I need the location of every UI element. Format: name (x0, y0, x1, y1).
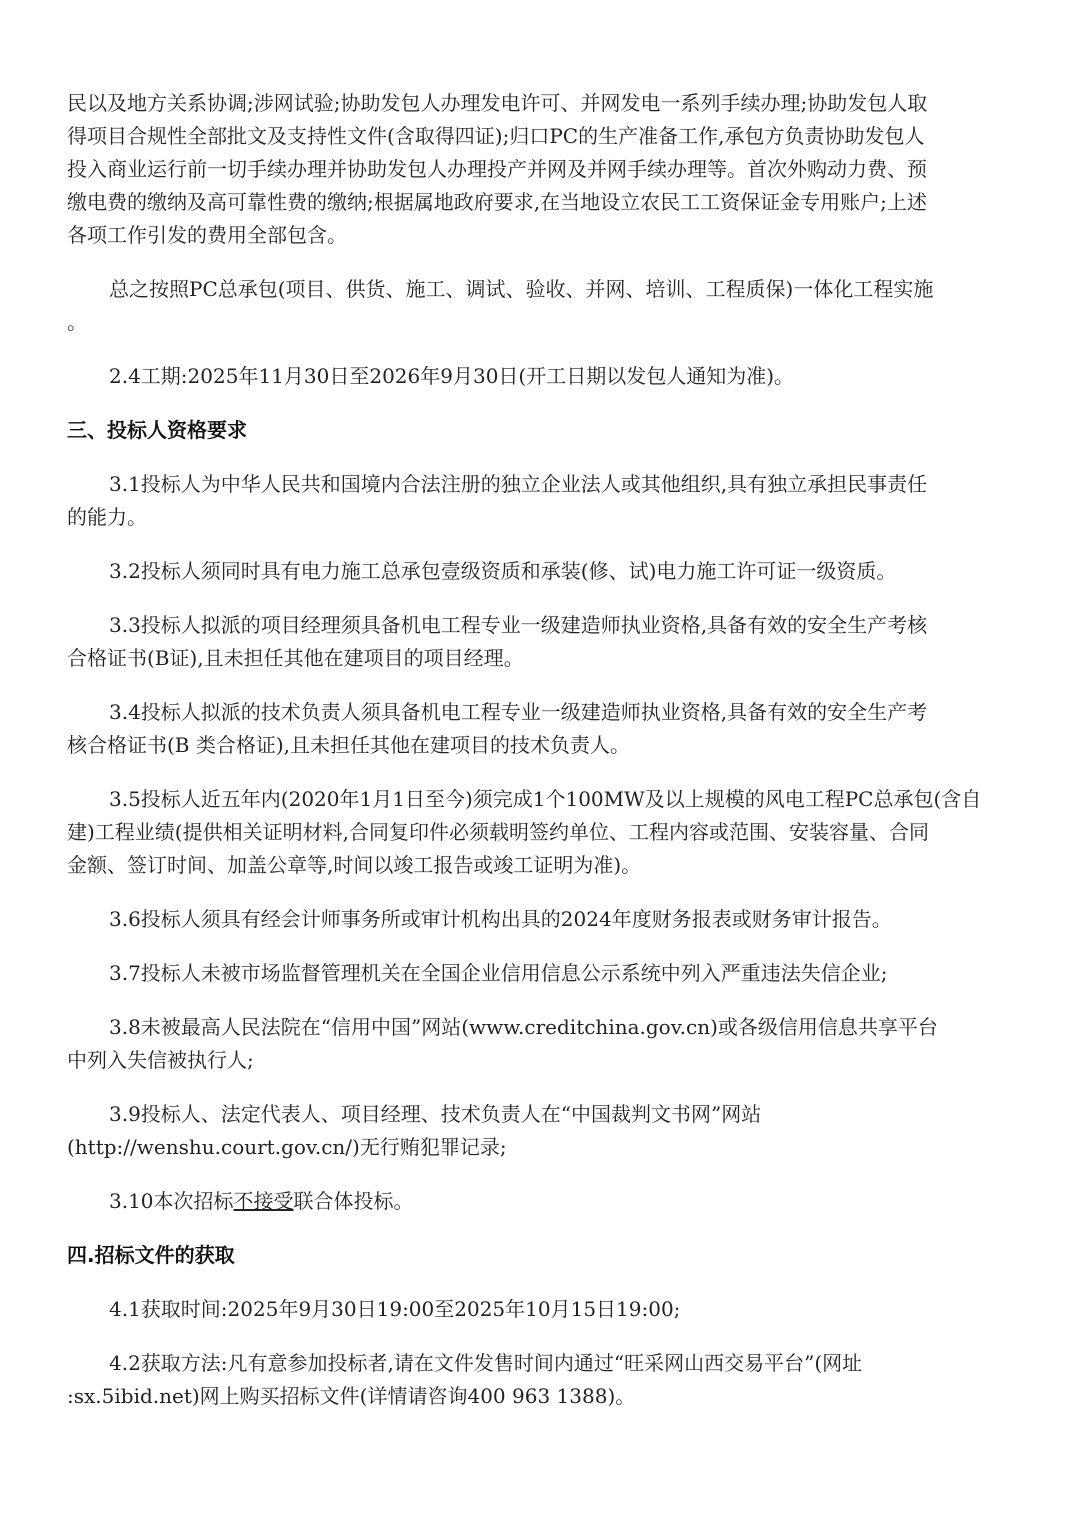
paragraph-line: 3.8未被最高人民法院在“信用中国”网站(www.creditchina.gov.cn)或各级信用信息共享平台 (109, 1015, 938, 1039)
paragraph-line: 中列入失信被执行人; (67, 1048, 254, 1072)
paragraph-line: 得项目合规性全部批文及支持性文件(含取得四证);归口PC的生产准备工作,承包方负责协助发包人 (67, 124, 925, 148)
scope-section (67, 87, 1017, 393)
paragraph-line: 合格证书(B证),且未担任其他在建项目的项目经理。 (67, 646, 524, 670)
paragraph-line: :sx.5ibid.net)网上购买招标文件(详情请咨询400 963 1388)。 (67, 1384, 636, 1408)
text-run: 联合体投标。 (293, 1189, 414, 1213)
paragraph (67, 87, 1017, 252)
paragraph (67, 360, 1017, 393)
paragraph-line: 4.1获取时间:2025年9月30日19:00至2025年10月15日19:00; (109, 1297, 681, 1321)
paragraph-line: 各项工作引发的费用全部包含。 (67, 223, 347, 247)
document-body (67, 87, 1017, 1434)
underlined-text: 不接受 (233, 1189, 294, 1213)
paragraph-line: 3.4投标人拟派的技术负责人须具备机电工程专业一级建造师执业资格,具备有效的安全生产考 (109, 700, 928, 724)
paragraph-line: 总之按照PC总承包(项目、供货、施工、调试、验收、并网、培训、工程质保)一体化工程实施 (109, 277, 934, 301)
paragraph-line: 3.7投标人未被市场监督管理机关在全国企业信用信息公示系统中列入严重违法失信企业; (109, 961, 888, 985)
paragraph-line: 的能力。 (67, 505, 147, 529)
paragraph (67, 273, 1017, 339)
paragraph-line: 缴电费的缴纳及高可靠性费的缴纳;根据属地政府要求,在当地设立农民工工资保证金专用账户;上述 (67, 190, 927, 214)
paragraph-line: 。 (67, 310, 87, 334)
paragraph-line: 3.5投标人近五年内(2020年1月1日至今)须完成1个100MW及以上规模的风电工程PC总承包(含自 (109, 787, 982, 811)
paragraph (67, 1347, 1017, 1413)
paragraph (67, 1293, 1017, 1326)
paragraph-line: 3.2投标人须同时具有电力施工总承包壹级资质和承装(修、试)电力施工许可证一级资质。 (109, 559, 897, 583)
paragraph (67, 468, 1017, 534)
paragraph (67, 783, 1017, 882)
paragraph-line: 民以及地方关系协调;涉网试验;协助发包人办理发电许可、并网发电一系列手续办理;协助发包人取 (67, 91, 928, 115)
section-4-body (67, 1293, 1017, 1413)
paragraph-line: 金额、签订时间、加盖公章等,时间以竣工报告或竣工证明为准)。 (67, 853, 642, 877)
paragraph-3-10 (67, 1185, 1017, 1218)
paragraph-line: 4.2获取方法:凡有意参加投标者,请在文件发售时间内通过“旺采网山西交易平台”(网址 (109, 1351, 863, 1375)
section-3-heading: 三、投标人资格要求 (67, 418, 247, 442)
paragraph-line (67, 1185, 1017, 1218)
paragraph-line: 3.9投标人、法定代表人、项目经理、技术负责人在“中国裁判文书网”网站 (109, 1102, 762, 1126)
paragraph (67, 957, 1017, 990)
paragraph (67, 555, 1017, 588)
paragraph-line: 核合格证书(B 类合格证),且未担任其他在建项目的技术负责人。 (67, 733, 631, 757)
paragraph (67, 696, 1017, 762)
section-3-body (67, 468, 1017, 1164)
paragraph-line: 投入商业运行前一切手续办理并协助发包人办理投产并网及并网手续办理等。首次外购动力费、预 (67, 157, 927, 181)
text-run: 3.10本次招标 (109, 1189, 234, 1213)
paragraph-line: 建)工程业绩(提供相关证明材料,合同复印件必须载明签约单位、工程内容或范围、安装容量、合同 (67, 820, 929, 844)
paragraph (67, 1011, 1017, 1077)
paragraph-line: (http://wenshu.court.gov.cn/)无行贿犯罪记录; (67, 1135, 507, 1159)
paragraph (67, 1098, 1017, 1164)
paragraph-line: 3.1投标人为中华人民共和国境内合法注册的独立企业法人或其他组织,具有独立承担民事责任 (109, 472, 928, 496)
paragraph-line: 3.3投标人拟派的项目经理须具备机电工程专业一级建造师执业资格,具备有效的安全生产考核 (109, 613, 928, 637)
paragraph (67, 903, 1017, 936)
paragraph-line: 3.6投标人须具有经会计师事务所或审计机构出具的2024年度财务报表或财务审计报告。 (109, 907, 892, 931)
paragraph (67, 609, 1017, 675)
section-4-heading: 四.招标文件的获取 (67, 1243, 235, 1267)
paragraph-line: 2.4工期:2025年11月30日至2026年9月30日(开工日期以发包人通知为准)。 (109, 364, 795, 388)
